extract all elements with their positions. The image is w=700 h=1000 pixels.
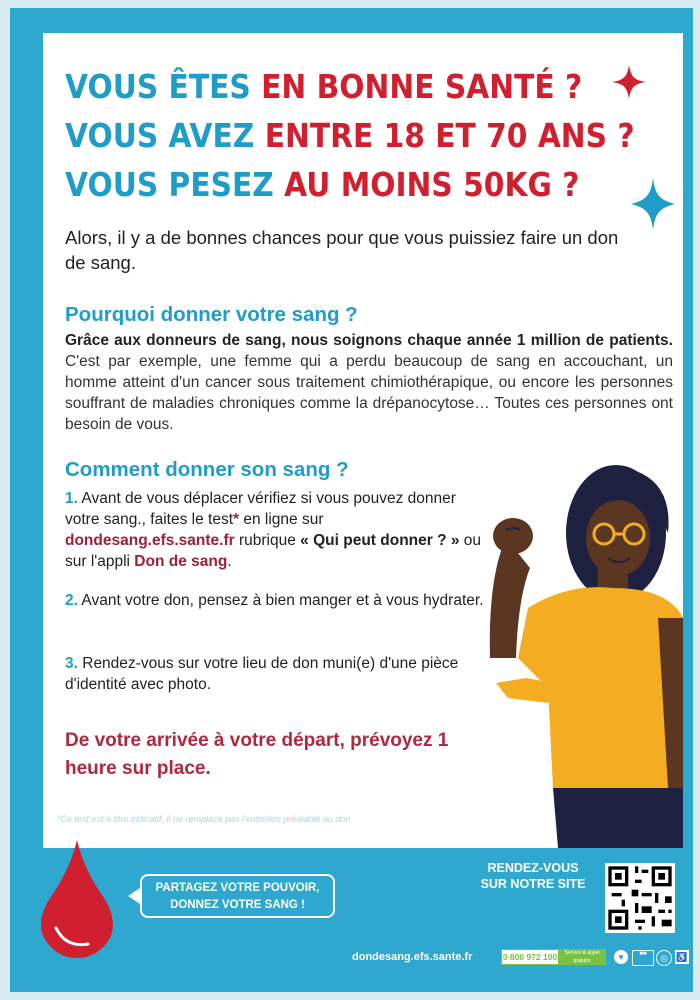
step-2 (65, 590, 490, 611)
headline-blue: VOUS AVEZ (65, 116, 265, 155)
step-quote: « Qui peut donner ? » (300, 532, 460, 549)
headline-mark: ? (551, 165, 580, 204)
headline-blue: VOUS PESEZ (65, 165, 285, 204)
footnote: *Ce test est à titre indicatif, il ne remplace pas l'entretien préalable au don (57, 814, 351, 824)
why-paragraph (65, 330, 673, 435)
partner-logo: ◎ (656, 950, 672, 966)
phone-tag: Service & appel gratuits (558, 949, 606, 965)
why-heading: Pourquoi donner votre sang ? (65, 303, 358, 326)
headline-line-1 (65, 67, 582, 106)
step-number: 2. (65, 592, 78, 609)
headline-red: ENTRE 18 ET 70 ANS (264, 116, 608, 155)
woman-illustration (468, 458, 683, 848)
step-3 (65, 653, 490, 695)
footnote-mark: * (233, 511, 240, 528)
qr-code-icon[interactable] (605, 863, 675, 933)
step-text: . (227, 553, 232, 570)
step-text: en ligne sur (239, 511, 324, 528)
headline-mark: ? (554, 67, 583, 106)
headline-mark: ? (607, 116, 635, 155)
accessibility-icon: ♿ (676, 952, 688, 962)
speech-notch (128, 888, 140, 904)
footer-site[interactable]: dondesang.efs.sante.fr (352, 951, 473, 963)
sparkle-star-icon (631, 178, 675, 230)
step-text: Rendez-vous sur votre lieu de don muni(e) d'une pièce d'identité avec photo. (65, 655, 459, 693)
step-text: Avant votre don, pensez à bien manger et à vous hydrater. (77, 592, 484, 609)
step-text: Avant de vous déplacer vérifiez si vous pouvez donner votre sang., faites le test (65, 490, 456, 528)
slogan-line: PARTAGEZ VOTRE POUVOIR, (155, 882, 320, 894)
content-card (43, 33, 683, 848)
rdv-text: RENDEZ-VOUS SUR NOTRE SITE (480, 861, 586, 891)
headline-line-3 (65, 165, 579, 204)
headline-red: EN BONNE SANTÉ (261, 67, 555, 106)
step-text: rubrique (234, 532, 301, 549)
why-bold: Grâce aux donneurs de sang, nous soignons chaque année 1 million de patients. (65, 332, 673, 349)
app-name: Don de sang (134, 553, 228, 570)
partner-logo: ■■ (632, 950, 654, 966)
headline-blue: VOUS ÊTES (65, 67, 262, 106)
site-link[interactable]: dondesang.efs.sante.fr (65, 532, 235, 549)
blood-drop-icon (38, 840, 116, 958)
phone-number[interactable]: 0 800 972 100 (501, 949, 559, 965)
poster-frame (10, 8, 693, 992)
sparkle-star-icon (612, 65, 646, 99)
step-1 (65, 488, 490, 572)
headline-red: AU MOINS 50KG (284, 165, 552, 204)
slogan-line: DONNEZ VOTRE SANG ! (170, 899, 305, 911)
step-number: 1. (65, 490, 78, 507)
why-text: C'est par exemple, une femme qui a perdu beaucoup de sang en accouchant, un homme atteint d'un cancer sous traitement chimiothérapique, ou encore les personnes souffrant de maladies chroniques comme la drépanocytose… Toutes ces personnes ont besoin de vous. (65, 353, 673, 433)
slogan-bubble (140, 874, 335, 918)
closing-text: De votre arrivée à votre départ, prévoyez 1 heure sur place. (65, 730, 449, 779)
headline-line-2 (65, 116, 635, 155)
how-heading: Comment donner son sang ? (65, 458, 349, 481)
step-text: ou sur l'appli (65, 532, 482, 570)
intro-text: Alors, il y a de bonnes chances pour que vous puissiez faire un don de sang. (65, 227, 619, 273)
step-number: 3. (65, 655, 78, 672)
efs-logo: ♥ (614, 950, 628, 964)
